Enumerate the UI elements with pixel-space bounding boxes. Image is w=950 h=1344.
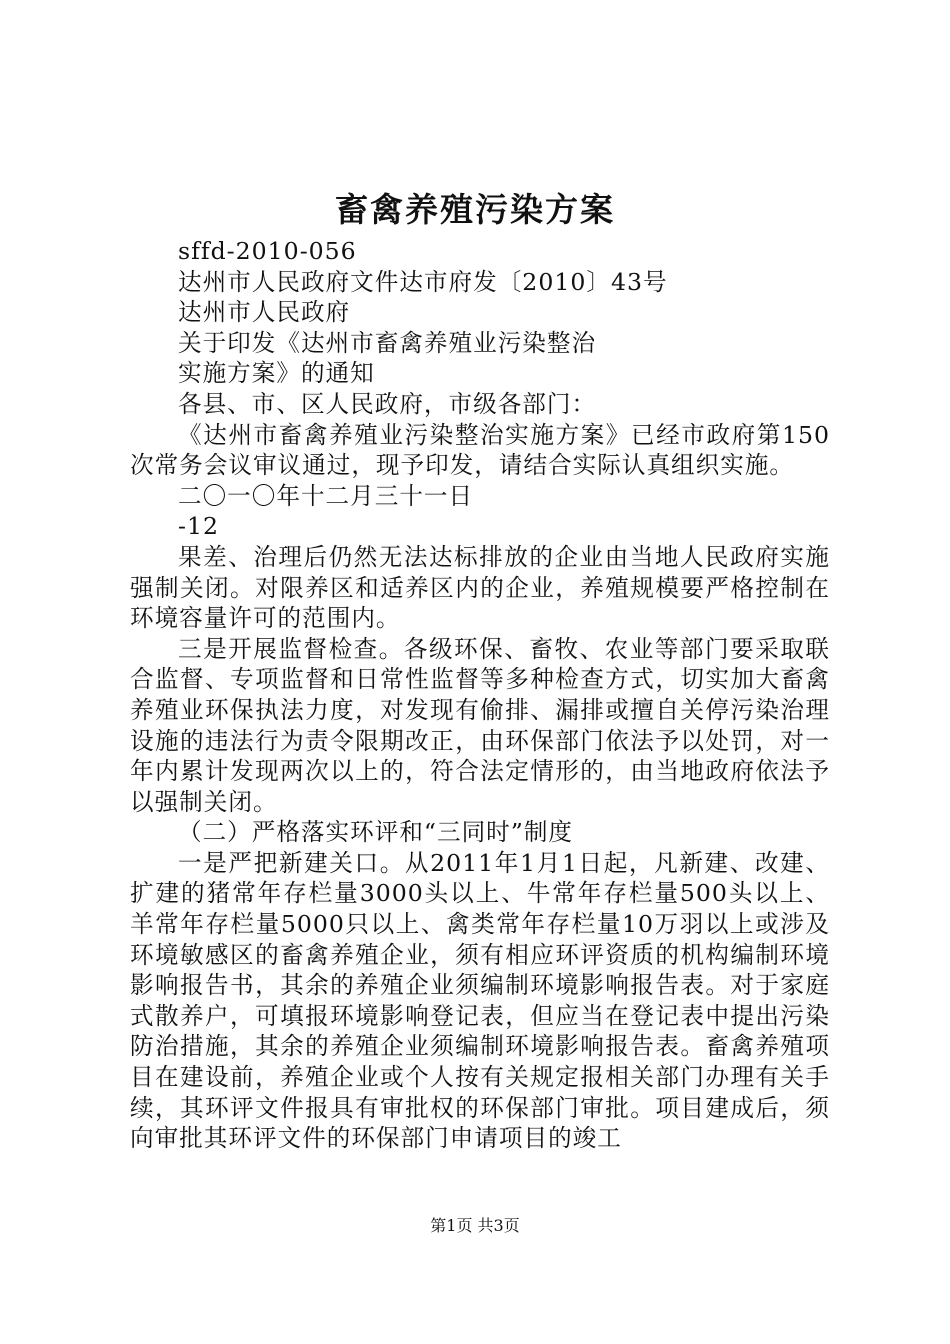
recipients: 各县、市、区人民政府，市级各部门： bbox=[178, 389, 597, 418]
page-footer: 第1页 共3页 bbox=[430, 1216, 520, 1235]
page-marker: -12 bbox=[178, 512, 219, 541]
paragraph: 果差、治理后仍然无法达标排放的企业由当地人民政府实施强制关闭。对限养区和适养区内的企业，养殖规模要严格控制在环境容量许可的范围内。 bbox=[130, 542, 830, 633]
notice-title-line-2: 实施方案》的通知 bbox=[178, 359, 375, 388]
issue-date: 二〇一〇年十二月三十一日 bbox=[178, 481, 474, 510]
document-body bbox=[130, 236, 830, 1154]
paragraph: 一是严把新建关口。从2011年1月1日起，凡新建、改建、扩建的猪常年存栏量3000头以上、牛常年存栏量500头以上、羊常年存栏量5000只以上、禽类常年存栏量10万羽以上或涉及环境敏感区的畜禽养殖企业，须有相应环评资质的机构编制环境影响报告书，其余的养殖企业须编制环境影响报告表。对于家庭式散养户，可填报环境影响登记表，但应当在登记表中提出污染防治措施，其余的养殖企业须编制环境影响报告表。畜禽养殖项目在建设前，养殖企业或个人按有关规定报相关部门办理有关手续，其环评文件报具有审批权的环保部门审批。项目建成后，须向审批其环评文件的环保部门申请项目的竣工 bbox=[130, 848, 830, 1153]
notice-title-line-1: 关于印发《达州市畜禽养殖业污染整治 bbox=[178, 328, 597, 357]
document-reference: 达州市人民政府文件达市府发〔2010〕43号 bbox=[178, 267, 668, 296]
document-title: 畜禽养殖污染方案 bbox=[335, 190, 615, 229]
document-code: sffd-2010-056 bbox=[178, 237, 357, 265]
issuing-authority: 达州市人民政府 bbox=[178, 298, 351, 327]
notice-paragraph: 《达州市畜禽养殖业污染整治实施方案》已经市政府第150次常务会议审议通过，现予印发，请结合实际认真组织实施。 bbox=[130, 420, 830, 480]
paragraph: 三是开展监督检查。各级环保、畜牧、农业等部门要采取联合监督、专项监督和日常性监督等多种检查方式，切实加大畜禽养殖业环保执法力度，对发现有偷排、漏排或擅自关停污染治理设施的违法行为责令限期改正，由环保部门依法予以处罚，对一年内累计发现两次以上的，符合法定情形的，由当地政府依法予以强制关闭。 bbox=[130, 634, 830, 816]
section-heading: （二）严格落实环评和“三同时”制度 bbox=[178, 818, 574, 847]
